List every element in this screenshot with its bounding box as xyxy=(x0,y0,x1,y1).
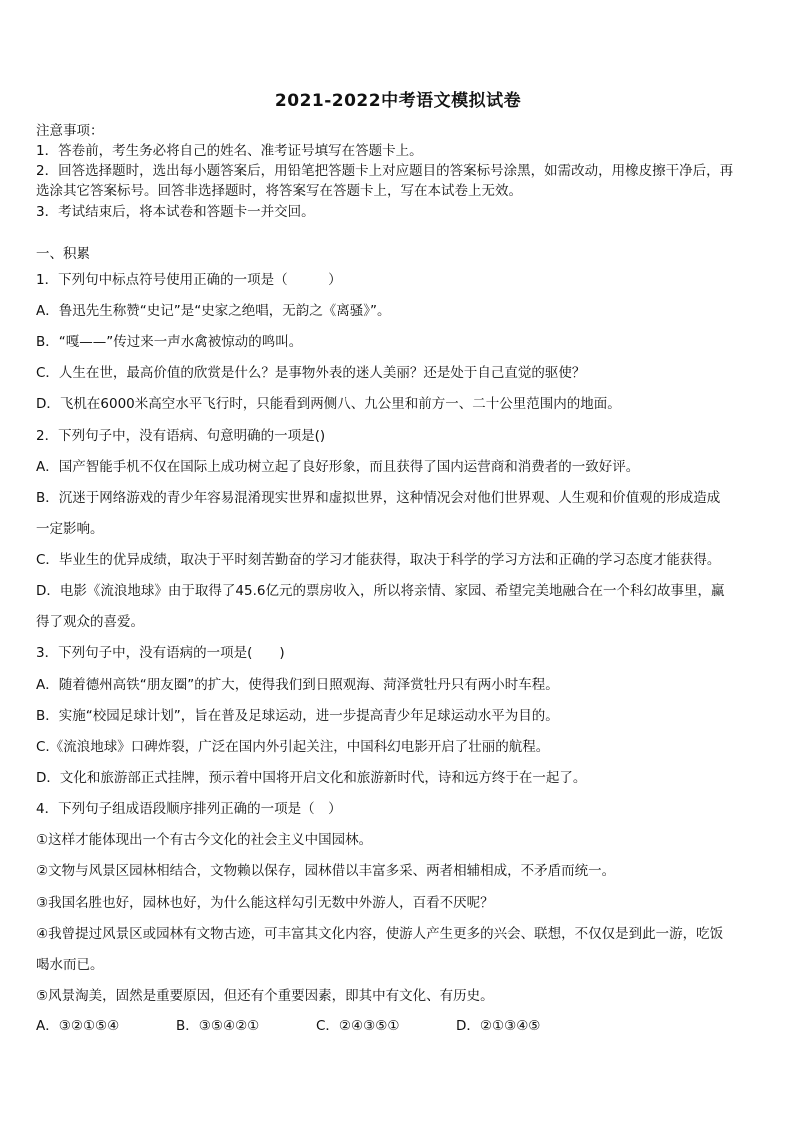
option-b: B．沉迷于网络游戏的青少年容易混淆现实世界和虚拟世界，这种情况会对他们世界观、人生观和价值观的形成造成 xyxy=(36,490,721,506)
sentence-5: ⑤风景淘美，固然是重要原因，但还有个重要因素，即其中有文化、有历史。 xyxy=(36,988,494,1004)
notice-item: 2．回答选择题时，选出每小题答案后，用铅笔把答题卡上对应题目的答案标号涂黑，如需改动，用橡皮擦干净后，再 xyxy=(36,163,734,179)
notice-heading: 注意事项： xyxy=(36,123,104,139)
option-a: A．鲁迅先生称赞“史记”是“史家之绝唱，无韵之《离骚》”。 xyxy=(36,303,391,319)
answer-option-c: C．②④③⑤① xyxy=(316,1018,400,1034)
question-stem: 1．下列句中标点符号使用正确的一项是（ ） xyxy=(36,272,342,288)
page-title: 2021-2022中考语文模拟试卷 xyxy=(274,91,522,111)
answer-option-a: A．③②①⑤④ xyxy=(36,1018,120,1034)
notice-item: 3．考试结束后，将本试卷和答题卡一并交回。 xyxy=(36,204,315,220)
section-heading: 一、积累 xyxy=(36,246,90,262)
sentence-3: ③我国名胜也好，园林也好，为什么能这样勾引无数中外游人，百看不厌呢？ xyxy=(36,895,494,911)
sentence-2: ②文物与风景区园林相结合，文物赖以保存，园林借以丰富多采、两者相辅相成，不矛盾而统一。 xyxy=(36,863,616,879)
option-d: D．文化和旅游部正式挂牌，预示着中国将开启文化和旅游新时代，诗和远方终于在一起了。 xyxy=(36,770,587,786)
option-b-continued: 一定影响。 xyxy=(36,521,104,537)
sentence-1: ①这样才能体现出一个有古今文化的社会主义中国园林。 xyxy=(36,832,373,848)
answer-option-b: B．③⑤④②① xyxy=(176,1018,260,1034)
question-stem: 3．下列句子中，没有语病的一项是( ) xyxy=(36,645,285,661)
option-d: D．飞机在6000米高空水平飞行时，只能看到两侧八、九公里和前方一、二十公里范围内的地面。 xyxy=(36,396,621,412)
option-d-continued: 得了观众的喜爱。 xyxy=(36,614,144,630)
option-a: A．随着德州高铁“朋友圈”的扩大，使得我们到日照观海、菏泽赏牡丹只有两小时车程。 xyxy=(36,677,559,693)
option-b: B．“嘎——”传过来一声水禽被惊动的鸣叫。 xyxy=(36,334,303,350)
option-d: D．电影《流浪地球》由于取得了45.6亿元的票房收入，所以将亲情、家园、希望完美地融合在一个科幻故事里，赢 xyxy=(36,583,725,599)
option-c: C．人生在世，最高价值的欣赏是什么？是事物外表的迷人美丽？还是处于自己直觉的驱使？ xyxy=(36,365,586,381)
answer-options xyxy=(36,1016,760,1036)
option-c: C.《流浪地球》口碑炸裂，广泛在国内外引起关注，中国科幻电影开启了壮丽的航程。 xyxy=(36,739,550,755)
question-stem: 4．下列句子组成语段顺序排列正确的一项是（ ） xyxy=(36,801,342,817)
sentence-4: ④我曾提过风景区或园林有文物古迹，可丰富其文化内容，使游人产生更多的兴会、联想，不仅仅是到此一游，吃饭 xyxy=(36,926,724,942)
option-b: B．实施“校园足球计划”，旨在普及足球运动，进一步提高青少年足球运动水平为目的。 xyxy=(36,708,559,724)
option-c: C．毕业生的优异成绩，取决于平时刻苦勤奋的学习才能获得，取决于科学的学习方法和正确的学习态度才能获得。 xyxy=(36,552,721,568)
answer-option-d: D．②①③④⑤ xyxy=(456,1018,541,1034)
question-stem: 2．下列句子中，没有语病、句意明确的一项是() xyxy=(36,428,326,444)
notice-item: 1．答卷前，考生务必将自己的姓名、准考证号填写在答题卡上。 xyxy=(36,143,423,159)
sentence-4-continued: 喝水而已。 xyxy=(36,957,104,973)
option-a: A．国产智能手机不仅在国际上成功树立起了良好形象，而且获得了国内运营商和消费者的一致好评。 xyxy=(36,459,640,475)
notice-item: 选涂其它答案标号。回答非选择题时，将答案写在答题卡上，写在本试卷上无效。 xyxy=(36,183,522,199)
